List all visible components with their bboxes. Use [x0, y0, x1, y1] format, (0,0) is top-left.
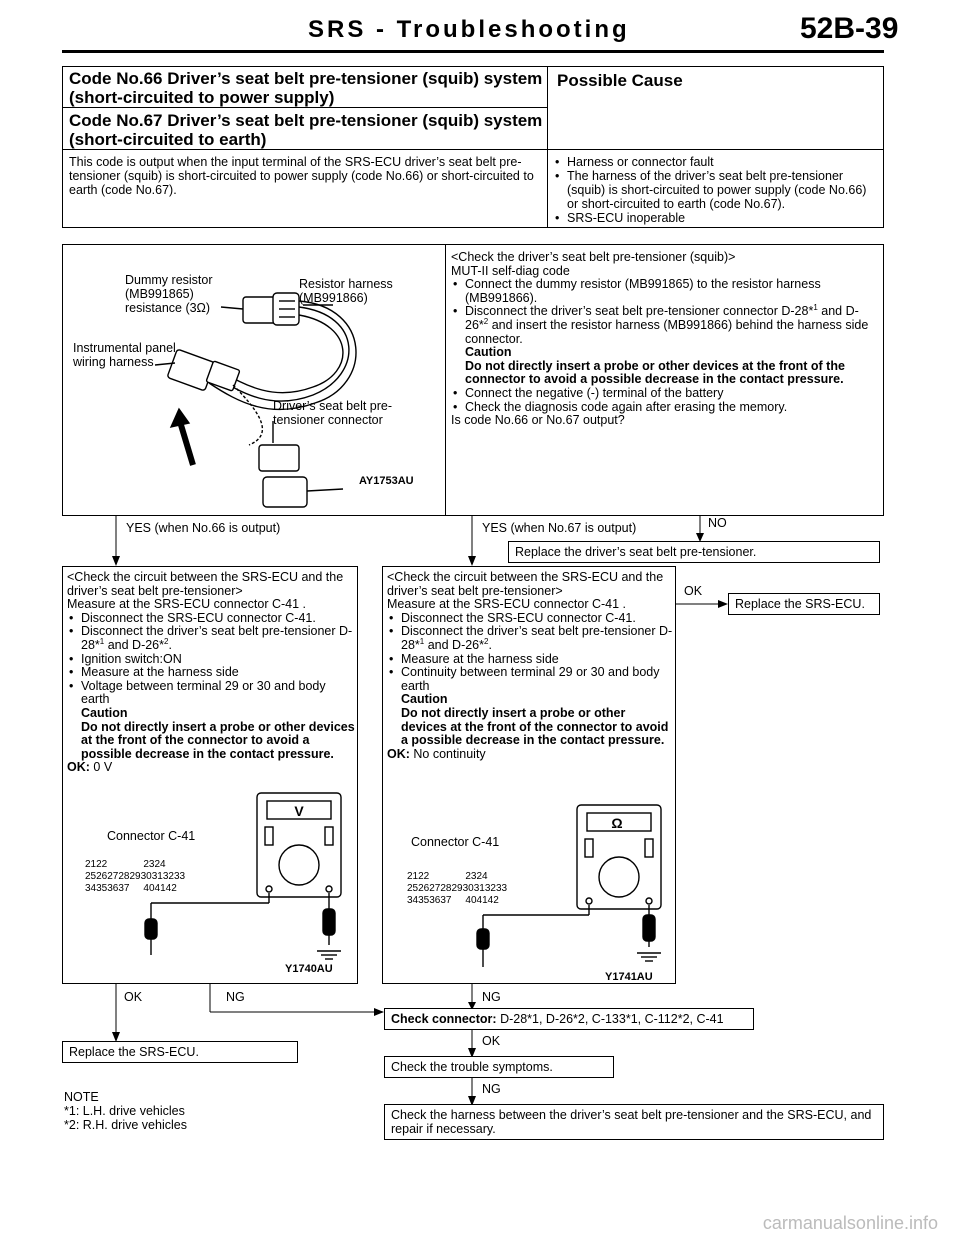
note-1: *1: L.H. drive vehicles [64, 1104, 185, 1118]
label-instrument-harness: Instrumental panel wiring harness [73, 341, 176, 369]
page-code: 52B-39 [800, 12, 899, 45]
step1-title: <Check the driver’s seat belt pre-tensioner (squib)> [451, 250, 736, 264]
check-connector-box [384, 1008, 754, 1030]
step2-connector-label: Connector C-41 [107, 829, 196, 843]
step3-bullet: • Measure at the harness side [387, 653, 673, 667]
note-block [64, 1090, 284, 1132]
page-section-title: SRS - Troubleshooting [308, 16, 630, 43]
flow-yes67: YES (when No.67 is output) [482, 521, 637, 535]
step3-connector-grid [407, 871, 507, 907]
voltmeter-symbol: V [294, 803, 304, 819]
flow-no: NO [708, 516, 727, 530]
step2-box [62, 566, 358, 984]
step3-ok: OK: No continuity [387, 746, 486, 761]
pin-row: 2122 2324 [85, 859, 166, 870]
pin-row: 252627282930313233 [85, 871, 186, 882]
ohmmeter-symbol: Ω [611, 815, 623, 831]
step2-connector-grid [85, 859, 185, 895]
flow-ok-right: OK [684, 584, 703, 598]
step2-caution-text: Do not directly insert a probe or other devices at the front of the connector to avoid a possible decrease in the contact pressure. [81, 719, 355, 761]
label-resistor-harness: Resistor harness (MB991866) [299, 277, 393, 305]
check-symptoms-box: Check the trouble symptoms. [384, 1056, 614, 1078]
footer-url: carmanualsonline.info [762, 1213, 938, 1233]
replace-ecu-left-box: Replace the SRS-ECU. [62, 1041, 298, 1063]
step3-bullet: • Continuity between terminal 29 or 30 and body earth [387, 666, 673, 693]
step1-question: Is code No.66 or No.67 output? [451, 413, 625, 428]
step3-title: <Check the circuit between the SRS-ECU and the driver’s seat belt pre-tensioner> [387, 570, 664, 598]
step2-ok: OK: 0 V [67, 760, 113, 775]
label-driver-connector: Driver’s seat belt pre-tensioner connector [273, 399, 393, 427]
pin-row: 252627282930313233 [407, 883, 508, 894]
step3-figure-code: Y1741AU [605, 971, 653, 983]
code-description: This code is output when the input terminal of the SRS-ECU driver’s seat belt pre-tensioner (squib) is short-circuited to power supply (code No.66) or short-circuited to earth (code No.67). [69, 155, 534, 197]
flow-ng-left: NG [226, 990, 245, 1004]
step3-connector-label: Connector C-41 [411, 835, 500, 849]
figure-code: AY1753AU [359, 475, 414, 487]
check-harness-box: Check the harness between the driver’s seat belt pre-tensioner and the SRS-ECU, and repair if necessary. [384, 1104, 884, 1140]
step2-bullet: • Voltage between terminal 29 or 30 and body earth [67, 680, 355, 707]
step2-figure-code: Y1740AU [285, 963, 333, 975]
step3-bullet: • Disconnect the driver’s seat belt pre-tensioner D-28*$^1$ and D-26*$^2$. [387, 625, 673, 652]
step2-bullet: • Measure at the harness side [67, 666, 355, 680]
step2-title: <Check the circuit between the SRS-ECU and the driver’s seat belt pre-tensioner> [67, 570, 344, 598]
replace-ecu-right-box: Replace the SRS-ECU. [728, 593, 880, 615]
step2-bullet: • Disconnect the driver’s seat belt pre-tensioner D-28*$^1$ and D-26*$^2$. [67, 625, 355, 652]
note-title: NOTE [64, 1090, 99, 1104]
step1-subtitle: MUT-II self-diag code [451, 263, 570, 278]
step2-bullet: • Disconnect the SRS-ECU connector C-41. [67, 612, 355, 626]
flow-yes66: YES (when No.66 is output) [126, 521, 281, 535]
step1-bullet: • Check the diagnosis code again after erasing the memory. [451, 401, 879, 415]
step3-caution-text: Do not directly insert a probe or other devices at the front of the connector to avoid a possible decrease in the contact pressure. [401, 705, 669, 748]
possible-cause-title: Possible Cause [557, 71, 683, 90]
flow-ok-left: OK [124, 990, 143, 1004]
check-connector-text: D-28*1, D-26*2, C-133*1, C-112*2, C-41 [500, 1012, 724, 1026]
pin-row: 2122 2324 [407, 871, 488, 882]
step1-caution-text: Do not directly insert a probe or other devices at the front of the connector to avoid a possible decrease in the contact pressure. [465, 358, 845, 387]
step1-bullet: • Disconnect the driver’s seat belt pre-tensioner connector D-28*$^1$ and D-26*$^2$ and insert the resistor harness (MB991866) behind the harness side connector. [451, 305, 879, 346]
step2-text [67, 571, 355, 775]
step1-bullet: • Connect the negative (-) terminal of the battery [451, 387, 879, 401]
step3-measure: Measure at the SRS-ECU connector C-41 . [387, 597, 626, 612]
step2-caution-label: Caution [81, 705, 128, 720]
step2-bullet: • Ignition switch:ON [67, 653, 355, 667]
flow-ng-bottom: NG [482, 1082, 501, 1096]
cause-item: • SRS-ECU inoperable [553, 211, 879, 225]
step1-caution-label: Caution [465, 345, 512, 360]
flow-ok-mid: OK [482, 1034, 501, 1048]
check-connector-label: Check connector: [391, 1012, 497, 1026]
cause-item: • The harness of the driver’s seat belt pre-tensioner (squib) is short-circuited to power supply (code No.66) or short-circuited to earth (code No.67). [553, 169, 879, 211]
cause-item: • Harness or connector fault [553, 155, 879, 169]
step3-bullet: • Disconnect the SRS-ECU connector C-41. [387, 612, 673, 626]
step1-bullet: • Connect the dummy resistor (MB991865) to the resistor harness (MB991866). [451, 278, 879, 305]
note-2: *2: R.H. drive vehicles [64, 1118, 187, 1132]
replace-pretensioner-box: Replace the driver’s seat belt pre-tensioner. [508, 541, 880, 563]
pin-row: 34353637 404142 [407, 895, 499, 906]
step3-text [387, 571, 673, 761]
label-dummy-resistor: Dummy resistor (MB991865) resistance (3Ω) [125, 273, 213, 315]
step3-box [382, 566, 676, 984]
step2-measure: Measure at the SRS-ECU connector C-41 . [67, 597, 306, 612]
code-67-title: Code No.67 Driver’s seat belt pre-tensioner (squib) system (short-circuited to earth) [69, 111, 543, 149]
pin-row: 34353637 404142 [85, 883, 177, 894]
flow-ng-mid: NG [482, 990, 501, 1004]
code-66-title: Code No.66 Driver’s seat belt pre-tensioner (squib) system (short-circuited to power supply) [69, 69, 543, 107]
step3-caution-label: Caution [401, 692, 448, 707]
